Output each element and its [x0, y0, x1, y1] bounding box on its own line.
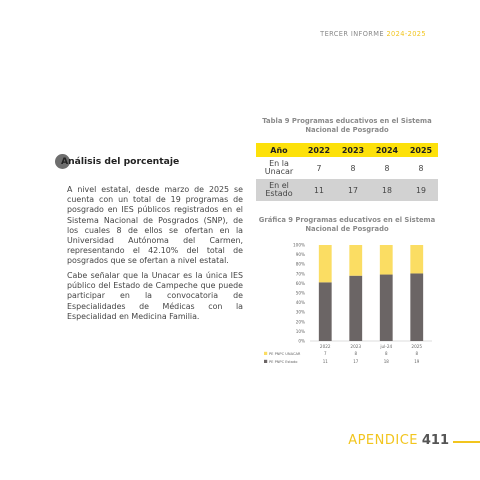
bar-estado	[319, 282, 332, 341]
table-cell: 8	[370, 157, 404, 179]
x-tick-label: 2023	[350, 344, 362, 349]
footer-accent-line	[453, 441, 480, 443]
stacked-bar-chart	[256, 236, 438, 372]
bar-estado	[410, 273, 423, 341]
table-header-cell: 2024	[370, 143, 404, 157]
y-tick-label: 80%	[295, 261, 305, 267]
table-cell: 17	[336, 179, 370, 201]
table-row-label: En el Estado	[256, 179, 302, 201]
chart-caption: Gráfica 9 Programas educativos en el Sistema Nacional de Posgrado	[258, 216, 436, 233]
header-years: 2024-2025	[386, 30, 426, 38]
page-number: 411	[421, 433, 449, 448]
table-cell: 11	[302, 179, 336, 201]
data-label: 18	[383, 359, 389, 364]
y-tick-label: 0%	[298, 338, 305, 344]
table-header-cell: 2023	[336, 143, 370, 157]
y-tick-label: 70%	[295, 271, 305, 277]
table-caption: Tabla 9 Programas educativos en el Sistema Nacional de Posgrado	[262, 117, 432, 134]
table-cell: 7	[302, 157, 336, 179]
table-cell: 8	[336, 157, 370, 179]
section-heading	[55, 154, 179, 169]
bar-estado	[349, 276, 362, 341]
table-header-cell: 2022	[302, 143, 336, 157]
y-tick-label: 20%	[295, 319, 305, 325]
data-label: 8	[384, 351, 388, 356]
y-tick-label: 10%	[295, 328, 305, 334]
x-tick-label: 2025	[411, 344, 423, 349]
page-header	[320, 30, 426, 38]
header-label: TERCER INFORME	[320, 30, 384, 38]
data-label: 8	[415, 351, 419, 356]
bar-unacar	[349, 245, 362, 276]
data-label: 11	[322, 359, 328, 364]
y-tick-label: 60%	[295, 280, 305, 286]
y-tick-label: 30%	[295, 309, 305, 315]
table-header-row	[256, 143, 438, 157]
bar-estado	[380, 275, 393, 341]
bar-unacar	[410, 245, 423, 273]
x-tick-label: jul-24	[380, 344, 393, 349]
legend-swatch	[264, 360, 267, 363]
footer-label: APENDICE	[348, 433, 418, 448]
table-header-cell: 2025	[404, 143, 438, 157]
data-label: 8	[354, 351, 358, 356]
section-title: Análisis del porcentaje	[61, 156, 180, 167]
bar-unacar	[380, 245, 393, 275]
paragraph-2: Cabe señalar que la Unacar es la única IES público del Estado de Campeche que puede participar en la convocatoria de Especialidades de Médicas con la Especialidad en Medicina Familia.	[67, 271, 243, 321]
data-label: 7	[323, 351, 327, 356]
x-tick-label: 2022	[319, 344, 331, 349]
table-row	[256, 157, 438, 179]
data-label: 17	[353, 359, 359, 364]
legend-label: PE PNPC Estado	[269, 360, 298, 364]
y-tick-label: 50%	[295, 290, 305, 296]
legend-label: PE PNPC UNACAR	[269, 352, 301, 356]
legend-swatch	[264, 352, 267, 355]
table-cell: 8	[404, 157, 438, 179]
bar-unacar	[319, 245, 332, 282]
table-cell: 18	[370, 179, 404, 201]
table-row-label: En la Unacar	[256, 157, 302, 179]
table-cell: 19	[404, 179, 438, 201]
paragraph-1: A nivel estatal, desde marzo de 2025 se cuenta con un total de 19 programas de posgrado en IES públicos registrados en el Sistema Nacional de Posgrados (SNP), de los cuales 8 de ellos se ofertan en la Universidad Autónoma del Carmen, representando el 42.10% del total de posgrados que se ofertan a nivel estatal.	[67, 185, 243, 266]
table-header-cell: Año	[256, 143, 302, 157]
data-table	[256, 143, 438, 201]
table-row	[256, 179, 438, 201]
y-tick-label: 100%	[293, 242, 305, 248]
data-label: 19	[414, 359, 420, 364]
y-tick-label: 40%	[295, 300, 305, 306]
y-tick-label: 90%	[295, 252, 305, 258]
